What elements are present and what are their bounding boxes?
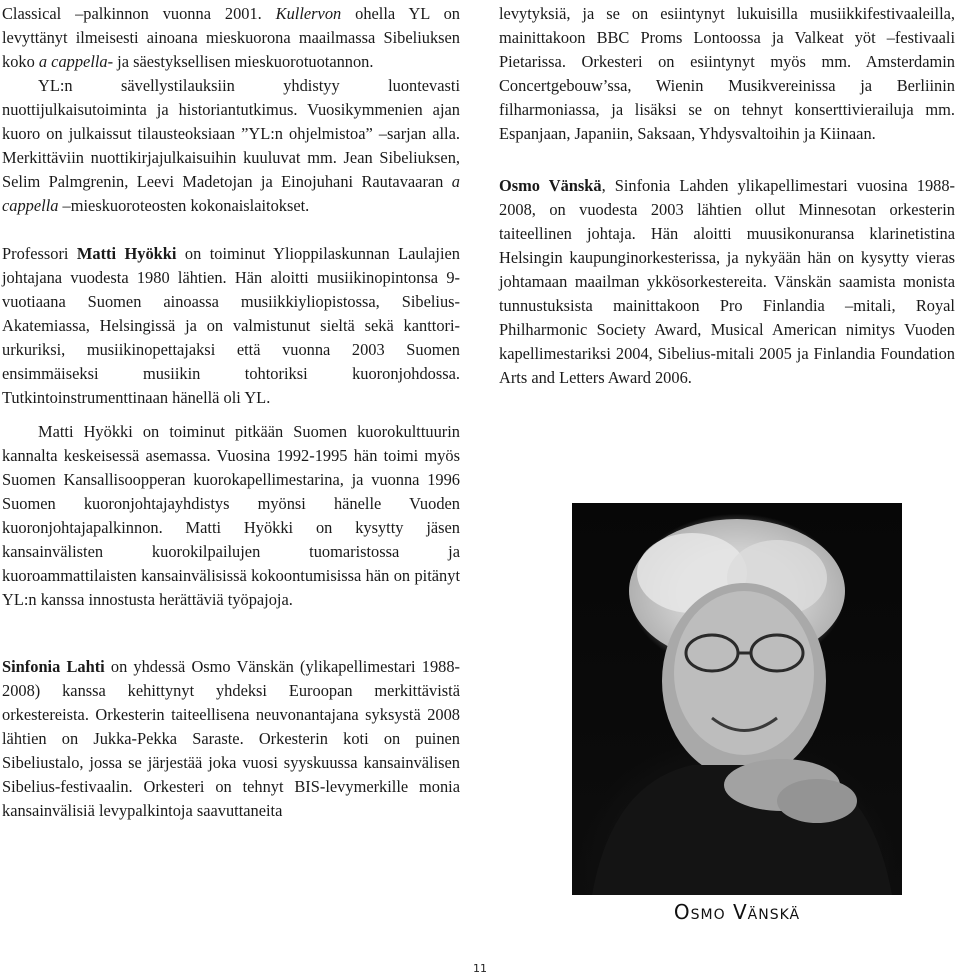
text: YL:n sävellystilauksiin yhdistyy luontevasti nuottijulkaisutoiminta ja historiantutkimus. Vuosikymmenien ajan kuoro on julkaissut tilausteoksiaan ”YL:n ohjelmistoa” –sarjan alla. Merkittäviin nuottikirjajulkaisuihin kuuluvat mm. Jean Sibeliuksen, Selim Palmgrenin, Leevi Madetojan ja Einojuhani Rautavaaran [2, 76, 460, 191]
italic-text: Kullervon [275, 4, 342, 23]
paragraph-sinfonia-lahti [2, 655, 460, 823]
text: , Sinfonia Lahden ylikapellimestari vuosina 1988-2008, on vuodesta 2003 lähtien ollut Minnesotan orkesterin taiteellinen johtaja. Hän aloitti muusikonuransa klarinetistina Helsingin kaupunginorkesterissa, ja nykyään hän on kysytty vieras johtamaan maailman ykkösorkestereita. Vänskän saamista monista tunnustuksista mainittakoon Pro Finlandia –mitali, Royal Philharmonic Society Award, Musical American nimitys Vuoden kapellimestariksi 2004, Sibelius-mitali 2005 ja Finlandia Foundation Arts and Letters Award 2006. [499, 176, 955, 387]
left-column [2, 2, 460, 823]
bold-name: Sinfonia Lahti [2, 657, 105, 676]
portrait-photo [572, 503, 902, 895]
right-column [499, 2, 955, 390]
text: Professori [2, 244, 77, 263]
text: Classical –palkinnon vuonna 2001. [2, 4, 276, 23]
paragraph-publications [2, 74, 460, 218]
paragraph-hyokki-career: Matti Hyökki on toiminut pitkään Suomen kuorokulttuurin kannalta keskeisessä asemassa. Vuosina 1992-1995 hän toimi myös Suomen Kansallisoopperan kuorokapellimestarina, ja vuonna 1996 Suomen kuoronjohtajayhdistys myönsi hänelle Vuoden kuoronjohtajapalkinnon. Matti Hyökki on kysytty jäsen kansainvälisten kuorokilpailujen tuomaristossa ja kuoroammattilaisten kansainvälisissä kokoontumisissa hän on pitänyt YL:n kanssa innostusta herättäviä työpajoja. [2, 422, 460, 609]
italic-text: a cappella [2, 172, 460, 215]
paragraph-recordings: levytyksiä, ja se on esiintynyt lukuisilla musiikkifestivaaleilla, mainittakoon BBC Proms Lontoossa ja Valkeat yöt –festivaali Pietarissa. Orkesteri on esiintynyt myös mm. Amsterdamin Concertgebouw’ssa, Wienin Musikvereinissa ja Berliinin filharmoniassa, ja lisäksi se on tehnyt konserttivierailuja mm. Espanjaan, Japaniin, Saksaan, Yhdysvaltoihin ja Kiinaan. [499, 4, 955, 143]
text: –mieskuoroteosten kokonaislaitokset. [58, 196, 310, 215]
bold-name: Matti Hyökki [76, 244, 177, 263]
text: on toiminut Ylioppilaskunnan Laulajien johtajana vuodesta 1980 lähtien. Hän aloitti musiikinopintonsa 9-vuotiaana Suomen ainoassa musiikkiyliopistossa, Sibelius-Akatemiassa, Helsingissä ja on valmistunut sieltä sekä kanttori-urkuriksi, musiikinopettajaksi että vuonna 2003 Suomen ensimmäiseksi musiikin tohtoriksi kuoronjohdossa. Tutkintoinstrumenttinaan hänellä oli YL. [2, 244, 460, 407]
paragraph-kullervo [2, 2, 460, 74]
text: on yhdessä Osmo Vänskän (ylikapellimestari 1988-2008) kanssa kehittynyt yhdeksi Euroopan merkittävistä orkestereista. Orkesterin taiteellisena neuvonantajana syksystä 2008 lähtien on Jukka-Pekka Saraste. Orkesterin koti on puinen Sibeliustalo, jossa se järjestää joka vuosi syyskuussa kansainvälisen Sibelius-festivaalin. Orkesteri on tehnyt BIS-levymerkille monia kansainvälisiä levypalkintoja saavuttaneita [2, 657, 460, 820]
photo-caption: Osmo Vänskä [673, 900, 801, 924]
text: - ja säestyksellisen mieskuorotuotannon. [107, 52, 374, 71]
portrait-illustration [572, 503, 902, 895]
paragraph-hyokki-bio [2, 242, 460, 410]
text: ohella YL on levyttänyt ilmeisesti ainoana mieskuorona maailmassa Sibeliuksen koko [2, 4, 460, 71]
paragraph-vanska-bio [499, 174, 955, 390]
page-number: 11 [473, 962, 487, 975]
italic-text: a cappella [38, 52, 108, 71]
bold-name: Osmo Vänskä [499, 176, 602, 195]
